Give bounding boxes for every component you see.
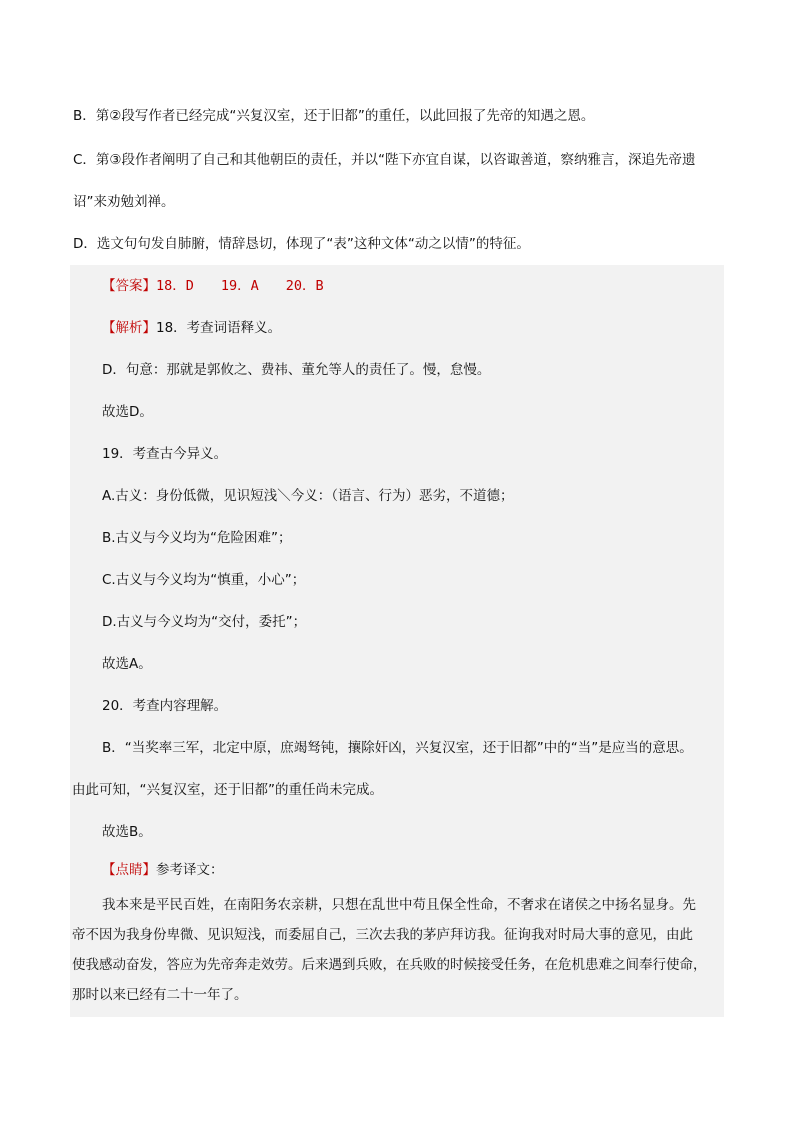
option-c-line1: C．第③段作者阐明了自己和其他朝臣的责任，并以“陛下亦宜自谋，以咨诹善道，察纳雅言，深追先帝遗 — [73, 152, 696, 168]
note-label: 【点睛】 — [102, 862, 156, 878]
analysis-q19-head: 19．考查古今异义。 — [102, 446, 228, 462]
answer-line — [102, 278, 324, 296]
analysis-q19-d: D.古义与今义均为“交付，委托”； — [102, 614, 307, 630]
option-b: B．第②段写作者已经完成“兴复汉室，还于旧都”的重任，以此回报了先帝的知遇之恩。 — [73, 108, 595, 124]
answer-panel — [70, 265, 724, 1017]
option-c-line2: 诏”来劝勉刘禅。 — [73, 194, 175, 210]
analysis-q20-pick: 故选B。 — [102, 824, 152, 840]
analysis-q20-head: 20．考查内容理解。 — [102, 698, 228, 714]
translation-line3: 使我感动奋发，答应为先帝奔走效劳。后来遇到兵败，在兵败的时候接受任务，在危机患难之间奉行使命， — [72, 957, 707, 973]
translation-line1: 我本来是平民百姓，在南阳务农亲耕，只想在乱世中苟且保全性命，不奢求在诸侯之中扬名显身。先 — [102, 897, 696, 913]
analysis-q18-pick: 故选D。 — [102, 404, 153, 420]
analysis-q19-pick: 故选A。 — [102, 656, 152, 672]
analysis-q18-d: D．句意：那就是郭攸之、费祎、董允等人的责任了。慢，怠慢。 — [102, 362, 491, 378]
answer-label: 【答案】 — [102, 278, 156, 294]
analysis-q19-c: C.古义与今义均为“慎重，小心”； — [102, 572, 306, 588]
translation-line2: 帝不因为我身份卑微、见识短浅，而委屈自己，三次去我的茅庐拜访我。征询我对时局大事的意见，由此 — [72, 927, 693, 943]
analysis-q19-b: B.古义与今义均为“危险困难”； — [102, 530, 292, 546]
note-title: 参考译文： — [156, 862, 224, 878]
analysis-q18-line — [102, 320, 281, 338]
translation-line4: 那时以来已经有二十一年了。 — [72, 987, 248, 1003]
analysis-q18-head: 18．考查词语释义。 — [156, 320, 282, 336]
analysis-q20-b-line1: B．“当奖率三军，北定中原，庶竭驽钝，攘除奸凶，兴复汉室，还于旧都”中的“当”是应当的意思。 — [102, 740, 693, 756]
option-d: D．选文句句发自肺腑，情辞恳切，体现了“表”这种文体“动之以情”的特征。 — [73, 236, 530, 252]
analysis-q19-a: A.古义：身份低微，见识短浅＼今义：（语言、行为）恶劣，不道德； — [102, 488, 514, 504]
note-line — [102, 862, 224, 880]
analysis-q20-b-line2: 由此可知，“兴复汉室，还于旧都”的重任尚未完成。 — [72, 782, 383, 798]
answer-value: 18．D 19．A 20．B — [156, 278, 324, 294]
analysis-label: 【解析】 — [102, 320, 156, 336]
